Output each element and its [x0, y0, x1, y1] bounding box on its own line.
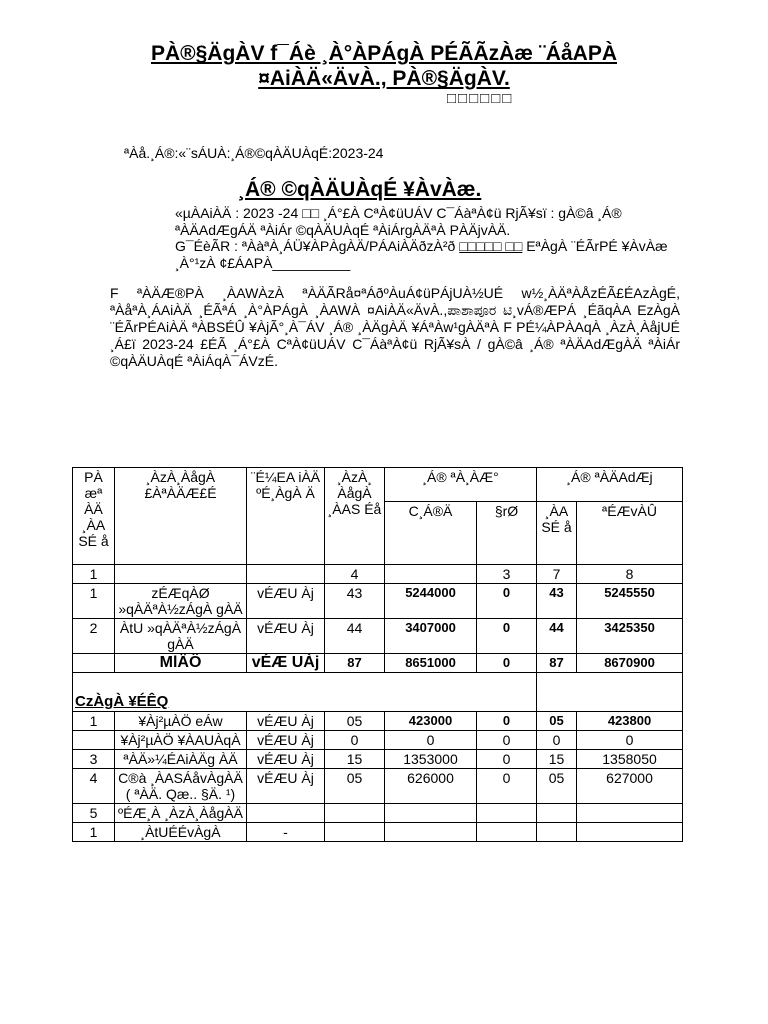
cell-sl: 5	[73, 804, 115, 823]
section-label: CzÀgÀ ¥ÉÊQ	[73, 673, 385, 712]
sanction-table	[72, 467, 683, 842]
cell-amount: 3407000	[385, 619, 477, 654]
colnum: 1	[73, 565, 115, 584]
table-row	[73, 769, 683, 804]
total-unit: vÉÆ UÀj	[247, 654, 325, 673]
reference-rest: EªÀgÀ ¨ÉÃrPÉ ¥ÀvÀæ ¸À°¹zÀ ¢£ÁAPÀ__________	[175, 238, 668, 271]
cell-balance	[477, 804, 537, 823]
cell-balance: 0	[477, 619, 537, 654]
total-balance: 0	[477, 654, 537, 673]
header-unit: ¨É¼EA iÀÄ ºÉ¸ÀgÀ Ä	[247, 468, 325, 565]
cell-amount: 626000	[385, 769, 477, 804]
cell-unit: vÉÆU Àj	[247, 584, 325, 619]
table-row	[73, 619, 683, 654]
cell-unit: vÉÆU Àj	[247, 769, 325, 804]
cell-balance: 0	[477, 750, 537, 769]
cell-balance: 0	[477, 769, 537, 804]
total-row	[73, 654, 683, 673]
cell-unit: vÉÆU Àj	[247, 731, 325, 750]
colnum: 3	[477, 565, 537, 584]
cell-name: zÉÆqÀØ »qÀÄªÀ½zÁgÀ gÀÄ	[115, 584, 247, 619]
cell-name: ¸ÀtUÉÉvÀgÀ	[115, 823, 247, 842]
cell-name: ¥Àj²µÀÖ ¥ÀAUÀqÀ	[115, 731, 247, 750]
header-group1: ¸Á® ªÀ¸ÀÆ°	[385, 468, 537, 502]
cell-sanction-amount: 0	[577, 731, 683, 750]
column-number-row	[73, 565, 683, 584]
colnum	[247, 565, 325, 584]
cell-count: 44	[325, 619, 385, 654]
cell-sl: 2	[73, 619, 115, 654]
reference-blank: □□□□□ □□	[459, 238, 523, 254]
cell-amount	[385, 823, 477, 842]
subject-paragraph: «µÀAiÀÄ : 2023 -24 □□ ¸Á°£À CªÀ¢üUÁV C¯ÁàªÀ¢ü RjÃ¥sï : gÀ©â ¸Á® ªÀÄAdÆgÁÄ ªÀiÁr ©qÀÄUÀqÉ ªÀiÁrgÀÄªÀ PÀÄjvÀÄ.	[175, 205, 622, 238]
cell-amount: 1353000	[385, 750, 477, 769]
cell-name: ÀtU »qÀÄªÀ½zÁgÀ gÀÄ	[115, 619, 247, 654]
reference-label: G¯ÉèÃR : ªÀàªÀ¸ÁÜ¥ÀPÀgÀÄ/PÁAiÀÄðzÀ²ð	[175, 238, 456, 254]
cell-name: ºÉÆ¸À ¸ÀzÀ¸ÀågÀÄ	[115, 804, 247, 823]
cell-amount: 5244000	[385, 584, 477, 619]
cell-unit: vÉÆU Àj	[247, 619, 325, 654]
reference-line: ªÀå.¸Á®:«¨sÁUÀ:¸Á®©qÀÄUÀqÉ:2023-24	[124, 145, 384, 161]
cell-sl: 1	[73, 823, 115, 842]
cell-sanction-amount	[577, 804, 683, 823]
table-row	[73, 584, 683, 619]
cell-sanction-count: 05	[537, 769, 577, 804]
cell-sl: 1	[73, 712, 115, 731]
cell-name: C®à ¸ÀASÁåvÀgÀÄ ( ªÀÄ. Qæ.. §Ä. ¹)	[115, 769, 247, 804]
cell-count: 05	[325, 769, 385, 804]
table-row	[73, 712, 683, 731]
colnum: 8	[577, 565, 683, 584]
section-row	[73, 673, 683, 712]
cell-sanction-count: 43	[537, 584, 577, 619]
title-boxes: □□□□□□	[447, 90, 514, 107]
cell-unit: -	[247, 823, 325, 842]
header-group1-a: C¸Á®Ä	[385, 502, 477, 565]
colnum	[385, 565, 477, 584]
cell-balance: 0	[477, 584, 537, 619]
cell-count: 05	[325, 712, 385, 731]
table-row	[73, 804, 683, 823]
title-line-2: ¤AiÀÄ«ÄvÀ., PÀ®§ÄgÀV.	[258, 67, 510, 90]
table-row	[73, 731, 683, 750]
table-row	[73, 823, 683, 842]
cell-amount: 0	[385, 731, 477, 750]
colnum: 7	[537, 565, 577, 584]
colnum: 4	[325, 565, 385, 584]
cell-sanction-count: 05	[537, 712, 577, 731]
cell-sanction-amount: 423800	[577, 712, 683, 731]
cell-sanction-amount: 627000	[577, 769, 683, 804]
cell-sanction-amount: 5245550	[577, 584, 683, 619]
cell-count	[325, 823, 385, 842]
cell-unit: vÉÆU Àj	[247, 712, 325, 731]
cell-unit	[247, 804, 325, 823]
cell-sl: 1	[73, 584, 115, 619]
cell-amount: 423000	[385, 712, 477, 731]
total-count: 87	[325, 654, 385, 673]
cell-sanction-count: 44	[537, 619, 577, 654]
header-group2-a: ¸ÀA SÉ å	[537, 502, 577, 565]
header-group1-b: §rØ	[477, 502, 537, 565]
cell-unit: vÉÆU Àj	[247, 750, 325, 769]
document-heading: ¸Á® ©qÀÄUÀqÉ ¥ÀvÀæ.	[238, 178, 482, 201]
cell-sl: 3	[73, 750, 115, 769]
cell-count: 0	[325, 731, 385, 750]
cell-sanction-count: 15	[537, 750, 577, 769]
table-row	[73, 750, 683, 769]
body-paragraph: F ªÀÄÆ®PÀ ¸ÀAWÀzÀ ªÀÄÃRå¤ªÁðºÀuÁ¢üPÁjUÀ½UÉ w½¸ÀÄªÀÅzÉÃ£ÉAzÀgÉ, ªÀåªÀ¸ÁAiÀÄ ¸ÉÃªÁ ¸À°ÀPÁgÀ ¸ÀAWÀ ¤AiÀÄ«ÄvÀ.,ಪಾಶಾಪೂರ ಟಿ¸vÁ®ÆPÁ ¸ÉãqÀA EzÀgÀ ¨ÉÃrPÉAiÀÄ ªÀBSÉÛ ¥ÀjÃ°¸À¯ÁV ¸Á® ¸ÀÄgÀÄ ¥ÁªÀw¹gÀÄªÀ F PÉ¼ÀPÀAqÀ ¸ÀzÀ¸ÀåjUÉ ¸Á£ï 2023-24 £ÉÃ ¸Á°£À CªÀ¢üUÁV C¯ÁàªÀ¢ü RjÃ¥sÀ / gÀ©â ¸Á® ªÀÄAdÆgÀÄ ªÀiÁr ©qÀÄUÀqÉ ªÀiÁqÀ¯ÁVzÉ.	[110, 285, 680, 369]
cell-sl: 4	[73, 769, 115, 804]
cell-sanction-amount	[577, 823, 683, 842]
cell-sanction-amount: 3425350	[577, 619, 683, 654]
header-name: ¸ÀzÀ¸ÀågÀ £ÀªÀÄÆ£É	[115, 468, 247, 565]
cell-amount	[385, 804, 477, 823]
cell-sanction-amount: 1358050	[577, 750, 683, 769]
total-sanction-amount: 8670900	[577, 654, 683, 673]
header-sl: PÀ æª ÀÄ ¸ÀA SÉ å	[73, 468, 115, 565]
cell-balance	[477, 823, 537, 842]
cell-count: 15	[325, 750, 385, 769]
header-group2: ¸Á® ªÀÄAdÆj	[537, 468, 683, 502]
cell-balance: 0	[477, 712, 537, 731]
cell-balance: 0	[477, 731, 537, 750]
cell-sanction-count: 0	[537, 731, 577, 750]
cell-count	[325, 804, 385, 823]
header-count: ¸ÀzÀ¸ ÀågÀ ¸ÀAS Éå	[325, 468, 385, 565]
cell-name: ªÀÄ»¼ÉAiÀÄg ÀÄ	[115, 750, 247, 769]
header-group2-b: ªÉÆvÀÛ	[577, 502, 683, 565]
colnum	[115, 565, 247, 584]
total-amount: 8651000	[385, 654, 477, 673]
cell-name: ¥Àj²µÀÖ eÁw	[115, 712, 247, 731]
cell-sanction-count	[537, 804, 577, 823]
title-line-1: PÀ®§ÄgÀV f¯Áè ¸À°ÀPÁgÀ PÉÃÃzÀæ ¨ÁåAPÀ	[150, 42, 617, 65]
cell-count: 43	[325, 584, 385, 619]
total-sanction-count: 87	[537, 654, 577, 673]
cell-sanction-count	[537, 823, 577, 842]
table-header-row	[73, 468, 683, 502]
cell-sl	[73, 731, 115, 750]
reference-paragraph	[175, 238, 678, 272]
total-label: MlÄÖ	[115, 654, 247, 673]
